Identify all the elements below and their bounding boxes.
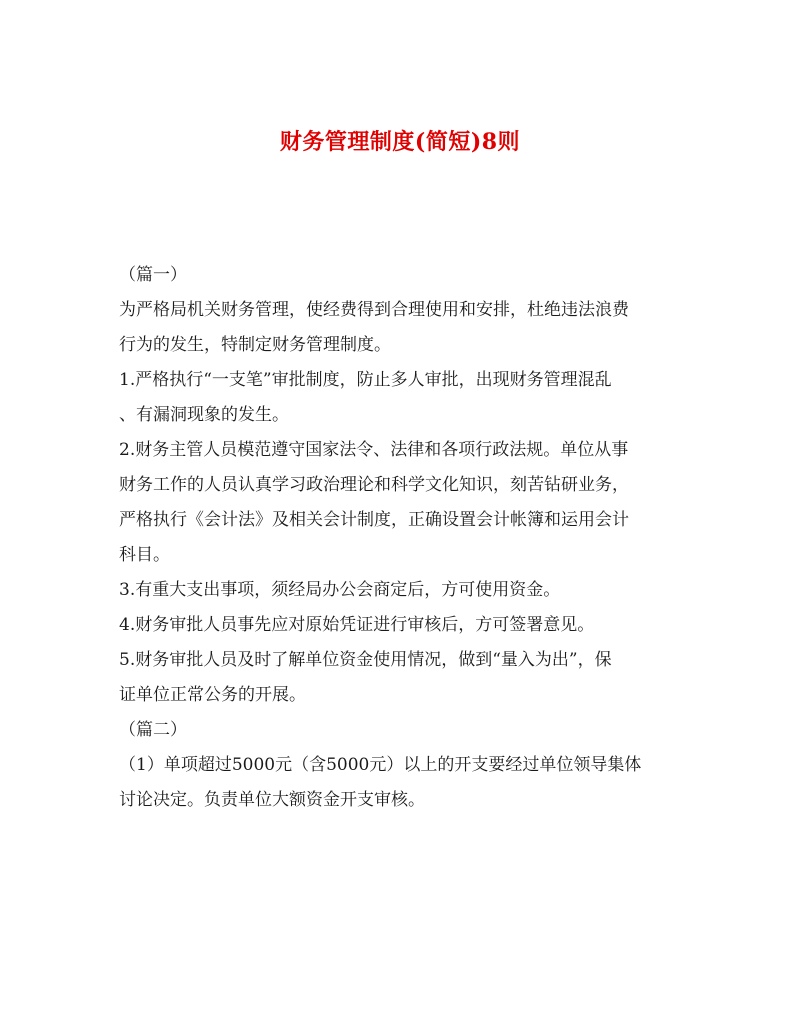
paragraph-line: 财务工作的人员认真学习政治理论和科学文化知识，刻苦钻研业务， (119, 475, 629, 495)
paragraph-line: 严格执行《会计法》及相关会计制度，正确设置会计帐簿和运用会计 (119, 510, 629, 530)
paragraph-line: 讨论决定。负责单位大额资金开支审核。 (119, 790, 425, 810)
paragraph-line: 证单位正常公务的开展。 (119, 685, 306, 705)
document-body (119, 258, 685, 818)
paragraph-line: 4.财务审批人员事先应对原始凭证进行审核后，方可签署意见。 (119, 615, 595, 635)
paragraph-line: 5.财务审批人员及时了解单位资金使用情况，做到“量入为出”，保 (119, 650, 612, 670)
paragraph-line: 为严格局机关财务管理，使经费得到合理使用和安排，杜绝违法浪费 (119, 300, 629, 320)
document-title: 财务管理制度(简短)8则 (279, 128, 521, 155)
paragraph-line: 行为的发生，特制定财务管理制度。 (119, 335, 391, 355)
paragraph-line: 、有漏洞现象的发生。 (119, 405, 289, 425)
paragraph-line: 2.财务主管人员模范遵守国家法令、法律和各项行政法规。单位从事 (119, 440, 629, 460)
paragraph-line: 1.严格执行“一支笔”审批制度，防止多人审批，出现财务管理混乱 (119, 370, 612, 390)
section-heading: （篇一） (119, 265, 187, 285)
section-heading: （篇二） (119, 720, 187, 740)
paragraph-line: （1）单项超过5000元（含5000元）以上的开支要经过单位领导集体 (119, 755, 642, 775)
paragraph-line: 3.有重大支出事项，须经局办公会商定后，方可使用资金。 (119, 580, 561, 600)
paragraph-line: 科目。 (119, 545, 170, 565)
